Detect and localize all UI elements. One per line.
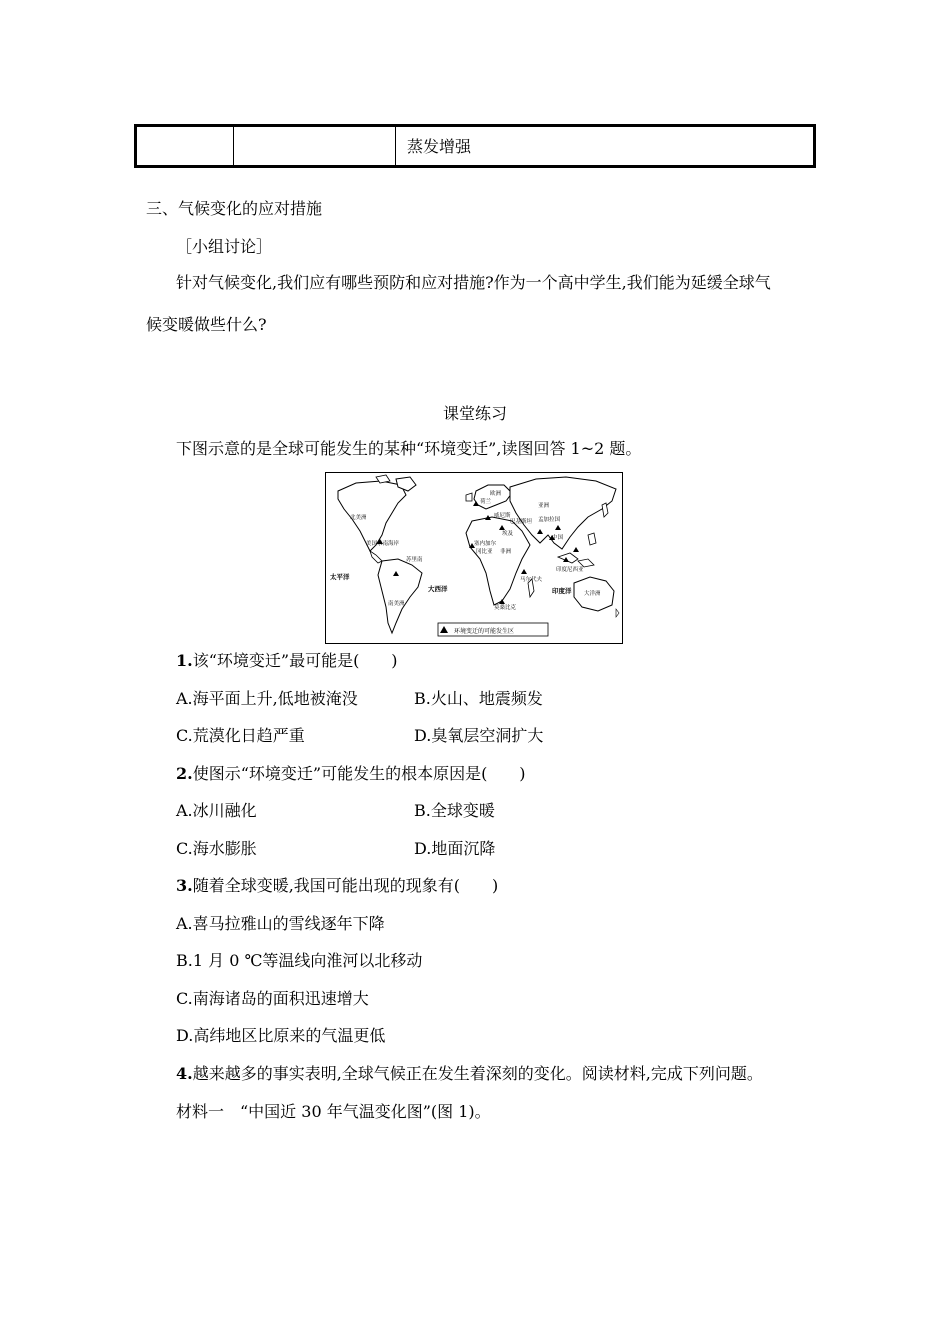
option-3b: B.1 月 0 ℃等温线向淮河以北移动	[176, 951, 423, 970]
label-venice: 威尼斯	[494, 513, 511, 519]
label-egypt: 埃及	[502, 531, 514, 537]
question-number: 4.	[176, 1064, 193, 1083]
question-stem: 该“环境变迁”最可能是( )	[192, 651, 398, 670]
question-number: 2.	[176, 764, 193, 783]
option-3c: C.南海诸岛的面积迅速增大	[176, 989, 369, 1008]
label-netherlands: 荷兰	[480, 499, 492, 505]
label-pacific: 太平洋	[330, 573, 350, 581]
question-number: 1.	[176, 651, 193, 670]
question-stem: 使图示“环境变迁”可能发生的根本原因是( )	[192, 764, 526, 783]
discussion-text-2: 候变暖做些什么?	[146, 315, 267, 334]
label-suriname: 苏里南	[406, 557, 423, 563]
option-1b: B.火山、地震频发	[414, 689, 543, 708]
option-1a: A.海平面上升,低地被淹没	[176, 689, 358, 708]
label-africa: 非洲	[500, 549, 512, 555]
practice-title: 课堂练习	[442, 404, 507, 423]
label-oceania: 大洋洲	[584, 591, 601, 597]
label-us-coast: 美国东南海岸	[366, 541, 400, 547]
material-1: 材料一 “中国近 30 年气温变化图”(图 1)。	[176, 1102, 491, 1121]
label-north-america: 北美洲	[350, 515, 367, 521]
label-indonesia: 印度尼西亚	[556, 567, 584, 573]
label-atlantic: 大西洋	[428, 585, 448, 593]
option-3a: A.喜马拉雅山的雪线逐年下降	[176, 914, 385, 933]
label-south-america: 南美洲	[388, 601, 405, 607]
table-cell: 蒸发增强	[407, 137, 472, 156]
question-stem: 随着全球变暖,我国可能出现的现象有( )	[192, 876, 499, 895]
world-map-figure	[325, 472, 623, 644]
question-1	[176, 650, 398, 672]
map-legend	[438, 623, 548, 636]
discussion-text-1: 针对气候变化,我们应有哪些预防和应对措施?作为一个高中学生,我们能为延缓全球气	[176, 273, 771, 292]
discussion-tag: ［小组讨论］	[176, 237, 273, 256]
option-2a: A.冰川融化	[176, 801, 257, 820]
table-fragment	[134, 124, 816, 168]
label-pakistan: 巴基斯坦	[510, 519, 533, 525]
label-maldives: 马尔代夫	[520, 577, 543, 583]
option-1d: D.臭氧层空洞扩大	[414, 726, 544, 745]
label-gambia: 冈比亚	[476, 549, 493, 555]
section-heading: 三、气候变化的应对措施	[146, 199, 323, 218]
label-bangladesh: 孟加拉国	[538, 517, 561, 523]
table-divider	[233, 127, 234, 165]
question-3	[176, 875, 498, 897]
option-1c: C.荒漠化日趋严重	[176, 726, 305, 745]
label-indian-ocean: 印度洋	[552, 587, 572, 595]
option-2b: B.全球变暖	[414, 801, 495, 820]
label-senegal: 塞内加尔	[474, 541, 497, 547]
question-stem: 越来越多的事实表明,全球气候正在发生着深刻的变化。阅读材料,完成下列问题。	[192, 1064, 763, 1083]
table-divider	[395, 127, 396, 165]
question-number: 3.	[176, 876, 193, 895]
option-2d: D.地面沉降	[414, 839, 496, 858]
label-china: 中国	[552, 535, 564, 541]
label-europe: 欧洲	[490, 491, 502, 497]
legend-text: 环境变迁的可能发生区	[454, 628, 515, 635]
question-2	[176, 763, 526, 785]
question-4	[176, 1063, 763, 1085]
label-asia: 亚洲	[538, 503, 550, 509]
option-2c: C.海水膨胀	[176, 839, 257, 858]
world-map	[326, 473, 621, 642]
option-3d: D.高纬地区比原来的气温更低	[176, 1026, 386, 1045]
label-mozambique: 莫桑比克	[494, 605, 517, 611]
practice-intro: 下图示意的是全球可能发生的某种“环境变迁”,读图回答 1~2 题。	[176, 439, 642, 458]
